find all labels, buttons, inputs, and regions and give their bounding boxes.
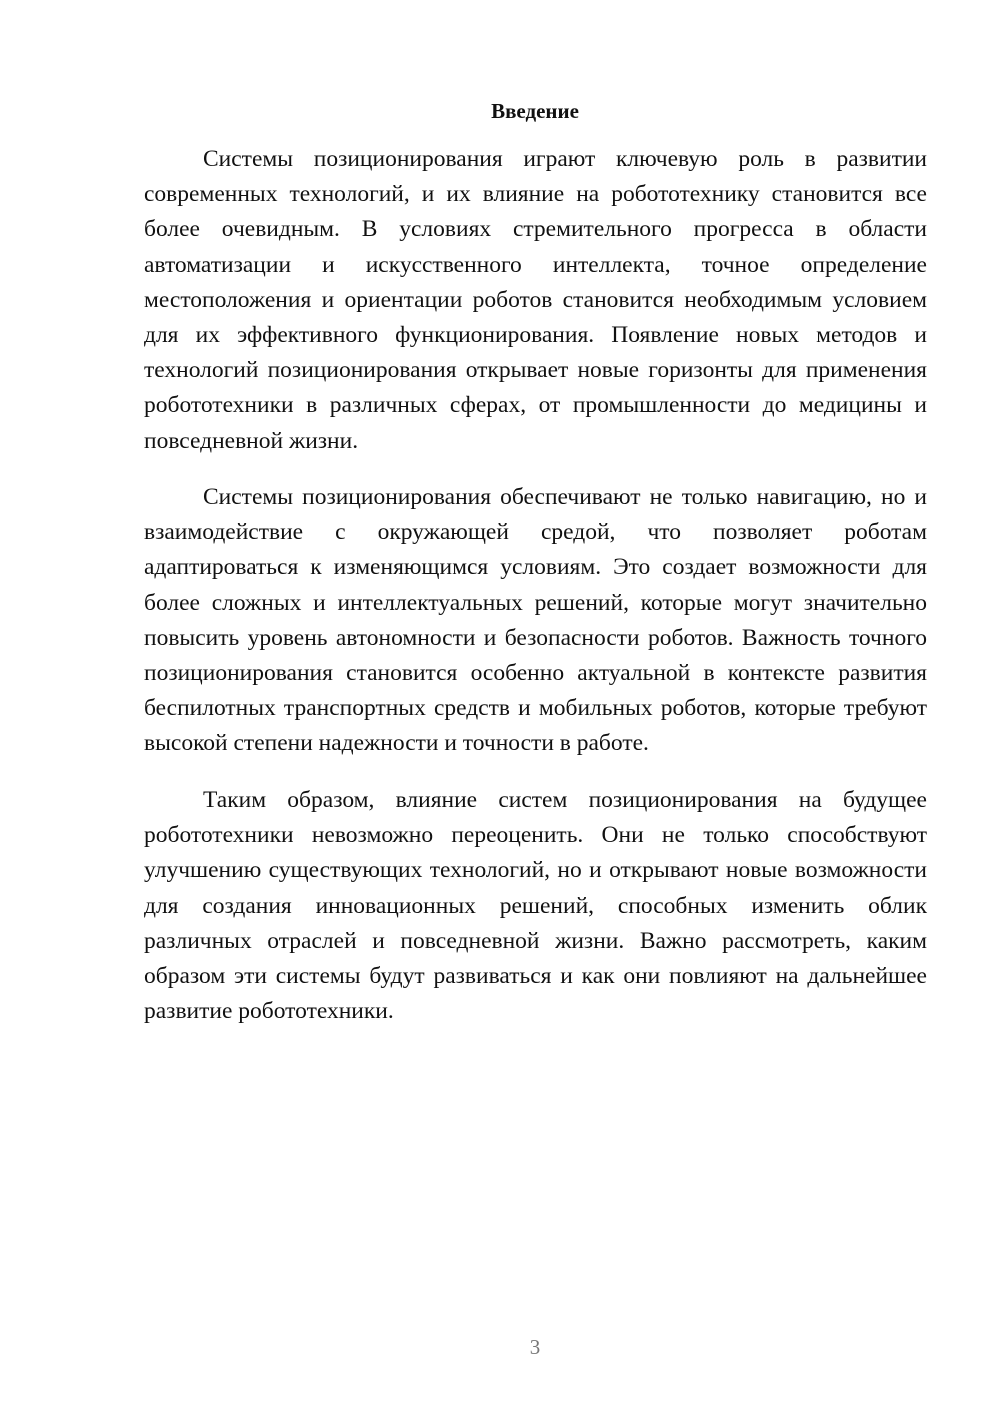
- page-number: 3: [529, 1335, 541, 1359]
- paragraph-3: Таким образом, влияние систем позиционирования на будущее робототехники невозможно переоценить. Они не только способствуют улучшению существующих технологий, но и открывают новые возможности для создания инновационных решений, способных изменить облик различных отраслей и повседневной жизни. Важно рассмотреть, каким образом эти системы будут развиваться и как они повлияют на дальнейшее развитие робототехники.: [144, 787, 927, 1025]
- section-heading: Введение: [491, 99, 579, 123]
- paragraph-1: Системы позиционирования играют ключевую роль в развитии современных технологий, и их влияние на робототехнику становится все более очевидным. В условиях стремительного прогресса в области автоматизации и искусственного интеллекта, точное определение местоположения и ориентации роботов становится необходимым условием для их эффективного функционирования. Появление новых методов и технологий позиционирования открывает новые горизонты для применения робототехники в различных сферах, от промышленности до медицины и повседневной жизни.: [144, 146, 927, 454]
- paragraph-2: Системы позиционирования обеспечивают не только навигацию, но и взаимодействие с окружающей средой, что позволяет роботам адаптироваться к изменяющимся условиям. Это создает возможности для более сложных и интеллектуальных решений, которые могут значительно повысить уровень автономности и безопасности роботов. Важность точного позиционирования становится особенно актуальной в контексте развития беспилотных транспортных средств и мобильных роботов, которые требуют высокой степени надежности и точности в работе.: [144, 484, 927, 757]
